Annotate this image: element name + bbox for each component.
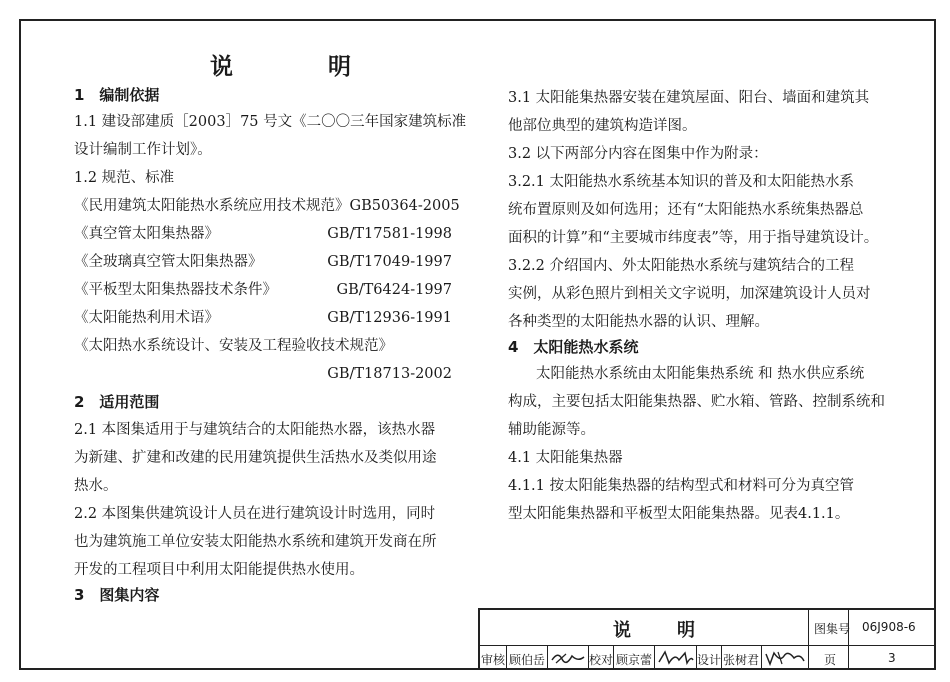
para-2-2-line: 也为建筑施工单位安装太阳能热水系统和建筑开发商在所 [74,534,437,550]
para-3-2-1-line: 统布置原则及如何选用；还有“太阳能热水系统集热器总 [508,202,864,218]
checker-name: 顾京蕾 [616,653,653,667]
para-2-1-line: 2.1 本图集适用于与建筑结合的太阳能热水器，该热水器 [74,422,436,438]
para-2-2-line: 开发的工程项目中利用太阳能提供热水使用。 [74,562,364,578]
standard-name: 《平板型太阳集热器技术条件》 [74,282,277,298]
section-4-heading: 4 太阳能热水系统 [508,338,639,356]
para-3-2-2-line: 各种类型的太阳能热水器的认识、理解。 [508,314,769,330]
title-block-rule [478,608,936,610]
para-4-line: 太阳能热水系统由太阳能集热系统 和 热水供应系统 [536,366,865,382]
section-2-heading: 2 适用范围 [74,393,160,411]
page-number: 3 [888,651,896,665]
para-3-1-line: 3.1 太阳能集热器安装在建筑屋面、阳台、墙面和建筑其 [508,90,870,106]
title-block-rule [761,645,762,670]
standard-code: GB/T18713-2002 [327,366,452,382]
para-4-1-1-line: 型太阳能集热器和平板型太阳能集热器。见表4.1.1。 [508,506,850,522]
para-3-2-1-line: 3.2.1 太阳能热水系统基本知识的普及和太阳能热水系 [508,174,855,190]
section-3-heading: 3 图集内容 [74,586,160,604]
review-label: 审核 [481,653,506,667]
para-3-1-line: 他部位典型的建筑构造详图。 [508,118,697,134]
para-4-line: 辅助能源等。 [508,422,595,438]
title-block-rule [506,645,507,670]
para-2-2-line: 2.2 本图集供建筑设计人员在进行建筑设计时选用，同时 [74,506,436,522]
page-title: 说 明 [210,53,387,80]
standard-name: 《真空管太阳集热器》 [74,226,219,242]
designer-name: 张树君 [723,653,760,667]
para-3-2-line: 3.2 以下两部分内容在图集中作为附录： [508,146,768,162]
para-1-1-line: 1.1 建设部建质［2003］75 号文《二〇〇三年国家建筑标准 [74,114,467,130]
title-block-rule [808,608,809,670]
reviewer-name: 顾伯岳 [509,653,546,667]
title-block-rule [613,645,614,670]
design-label: 设计 [697,653,722,667]
standard-name: 《太阳能热利用术语》 [74,310,219,326]
para-4-1-1-line: 4.1.1 按太阳能集热器的结构型式和材料可分为真空管 [508,478,855,494]
reviewer-signature [550,648,586,668]
title-block-rule [721,645,722,670]
title-block [478,608,936,670]
title-block-rule [848,608,849,670]
para-2-1-line: 热水。 [74,478,118,494]
section-1-2-heading: 1.2 规范、标准 [74,170,175,186]
section-1-heading: 1 编制依据 [74,86,160,104]
designer-signature [764,648,806,668]
checker-signature [657,648,695,668]
standard-name: 《全玻璃真空管太阳集热器》 [74,254,263,270]
para-4-line: 构成，主要包括太阳能集热器、贮水箱、管路、控制系统和 [508,394,885,410]
title-block-rule [547,645,548,670]
standard-code: GB/T17581-1998 [327,226,452,242]
standard-code: GB/T17049-1997 [327,254,452,270]
para-3-2-1-line: 面积的计算”和“主要城市纬度表”等，用于指导建筑设计。 [508,230,879,246]
para-3-2-2-line: 实例，从彩色照片到相关文字说明，加深建筑设计人员对 [508,286,871,302]
page-label: 页 [824,653,837,667]
para-2-1-line: 为新建、扩建和改建的民用建筑提供生活热水及类似用途 [74,450,437,466]
check-label: 校对 [589,653,614,667]
standard-name: 《民用建筑太阳能热水系统应用技术规范》GB50364-2005 [74,198,460,214]
atlas-number: 06J908-6 [862,620,916,634]
atlas-number-label: 图集号 [814,622,851,636]
para-3-2-2-line: 3.2.2 介绍国内、外太阳能热水系统与建筑结合的工程 [508,258,855,274]
title-block-title: 说 明 [613,620,709,641]
standard-code: GB/T12936-1991 [327,310,452,326]
title-block-rule [654,645,655,670]
standard-name: 《太阳热水系统设计、安装及工程验收技术规范》 [74,338,393,354]
para-1-1-line: 设计编制工作计划》。 [74,142,212,158]
section-4-1-heading: 4.1 太阳能集热器 [508,450,623,466]
standard-code: GB/T6424-1997 [336,282,452,298]
title-block-rule [478,608,480,670]
